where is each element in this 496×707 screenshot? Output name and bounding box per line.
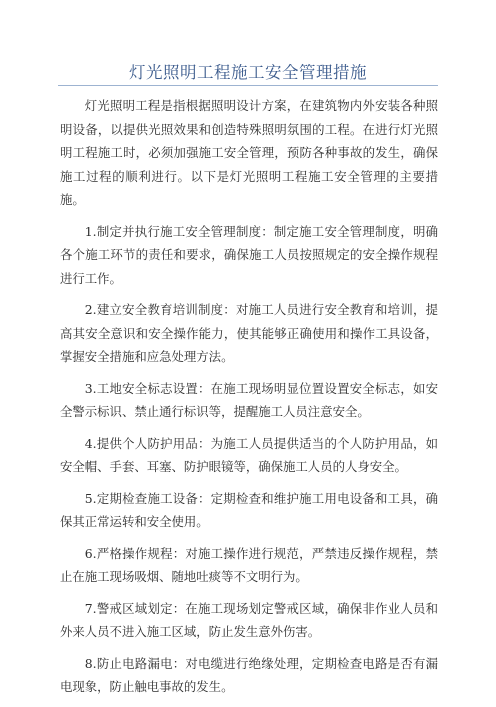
intro-paragraph: 灯光照明工程是指根据照明设计方案，在建筑物内外安装各种照明设备，以提供光照效果和创造特殊照明氛围的工程。在进行灯光照明工程施工时，必须加强施工安全管理，预防各种事故的发生，确保施工过程的顺利进行。以下是灯光照明工程施工安全管理的主要措施。 (60, 98, 438, 207)
document-body (60, 94, 438, 707)
measure-item-5: 5.定期检查施工设备：定期检查和维护施工用电设备和工具，确保其正常运转和安全使用。 (60, 490, 438, 529)
measure-item-8: 8.防止电路漏电：对电缆进行绝缘处理，定期检查电路是否有漏电现象，防止触电事故的发生。 (60, 655, 438, 694)
measure-item-4: 4.提供个人防护用品：为施工人员提供适当的个人防护用品，如安全帽、手套、耳塞、防护眼镜等，确保施工人员的人身安全。 (60, 435, 438, 474)
measure-item-7: 7.警戒区域划定：在施工现场划定警戒区域，确保非作业人员和外来人员不进入施工区域，防止发生意外伤害。 (60, 600, 438, 639)
measure-item-6: 6.严格操作规程：对施工操作进行规范，严禁违反操作规程，禁止在施工现场吸烟、随地吐痰等不文明行为。 (60, 545, 438, 584)
title-divider (58, 85, 438, 86)
measure-item-2: 2.建立安全教育培训制度：对施工人员进行安全教育和培训，提高其安全意识和安全操作能力，使其能够正确使用和操作工具设备，掌握安全措施和应急处理方法。 (60, 302, 438, 364)
measure-item-1: 1.制定并执行施工安全管理制度：制定施工安全管理制度，明确各个施工环节的责任和要求，确保施工人员按照规定的安全操作规程进行工作。 (60, 223, 438, 286)
document-title: 灯光照明工程施工安全管理措施 (129, 63, 367, 82)
measure-item-3: 3.工地安全标志设置：在施工现场明显位置设置安全标志，如安全警示标识、禁止通行标识等，提醒施工人员注意安全。 (60, 380, 438, 419)
